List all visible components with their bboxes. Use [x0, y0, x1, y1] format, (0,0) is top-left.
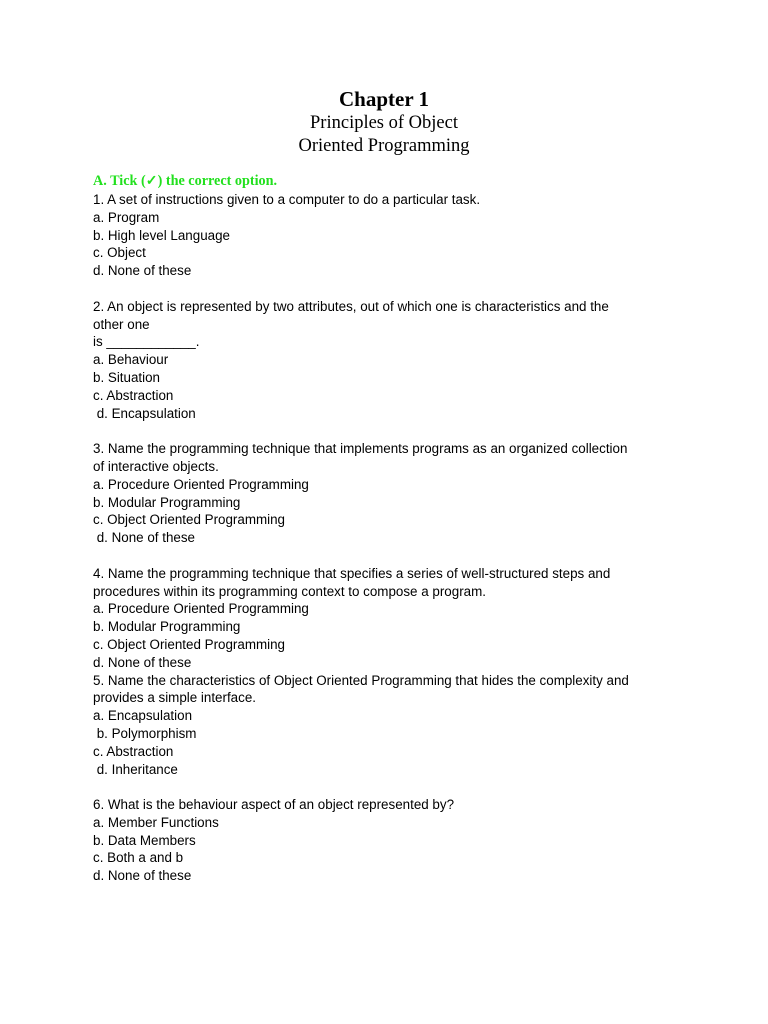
answer-option: a. Behaviour	[93, 352, 169, 368]
answer-option: b. Situation	[93, 369, 160, 385]
answer-option: a. Program	[93, 209, 160, 225]
question-block	[93, 565, 693, 672]
answer-option: a. Encapsulation	[93, 708, 193, 724]
answer-option: b. Polymorphism	[93, 725, 197, 741]
question-text: of interactive objects.	[93, 458, 219, 474]
question-text: 4. Name the programming technique that specifies a series of well-structured steps and	[93, 565, 611, 581]
answer-option: d. None of these	[93, 530, 195, 546]
chapter-subtitle-line-2: Oriented Programming	[298, 136, 470, 156]
answer-option: b. Modular Programming	[93, 494, 241, 510]
answer-option: b. Data Members	[93, 832, 196, 848]
answer-option: c. Object Oriented Programming	[93, 512, 286, 528]
question-text: provides a simple interface.	[93, 690, 256, 706]
question-block	[93, 191, 693, 298]
question-block	[93, 796, 693, 885]
question-text: 2. An object is represented by two attributes, out of which one is characteristics and the	[93, 298, 609, 314]
answer-option: d. Encapsulation	[93, 405, 196, 421]
question-text: 1. A set of instructions given to a computer to do a particular task.	[93, 192, 481, 207]
question-text: 3. Name the programming technique that implements programs as an organized collection	[93, 441, 628, 457]
answer-option: c. Object	[93, 245, 146, 261]
question-text: 6. What is the behaviour aspect of an object represented by?	[93, 797, 455, 813]
answer-option: a. Procedure Oriented Programming	[93, 601, 309, 617]
answer-option: c. Abstraction	[93, 743, 174, 759]
question-block	[93, 672, 693, 797]
answer-option: a. Procedure Oriented Programming	[93, 476, 309, 492]
question-text: is ____________.	[93, 334, 200, 350]
answer-option: b. Modular Programming	[93, 619, 241, 635]
question-text: other one	[93, 316, 150, 332]
answer-option: b. High level Language	[93, 227, 230, 243]
answer-option: a. Member Functions	[93, 814, 219, 830]
section-heading: A. Tick (✓) the correct option.	[93, 173, 278, 189]
blank-line	[93, 547, 693, 565]
question-block	[93, 298, 693, 440]
answer-option: d. None of these	[93, 263, 192, 279]
chapter-header	[0, 86, 768, 158]
chapter-title: Chapter 1	[338, 87, 430, 111]
answer-option: d. Inheritance	[93, 761, 178, 777]
question-text: 5. Name the characteristics of Object Oriented Programming that hides the complexity and	[93, 672, 629, 688]
question-text: procedures within its programming context to compose a program.	[93, 583, 486, 599]
blank-line	[93, 422, 693, 440]
answer-option: c. Object Oriented Programming	[93, 636, 286, 652]
answer-option: d. None of these	[93, 868, 192, 884]
answer-option: d. None of these	[93, 654, 192, 670]
answer-option: c. Abstraction	[93, 387, 174, 403]
chapter-subtitle-line-1: Principles of Object	[310, 113, 458, 133]
question-block	[93, 440, 693, 565]
question-list	[93, 172, 693, 885]
blank-line	[93, 280, 693, 298]
blank-line	[93, 778, 693, 796]
answer-option: c. Both a and b	[93, 850, 184, 866]
